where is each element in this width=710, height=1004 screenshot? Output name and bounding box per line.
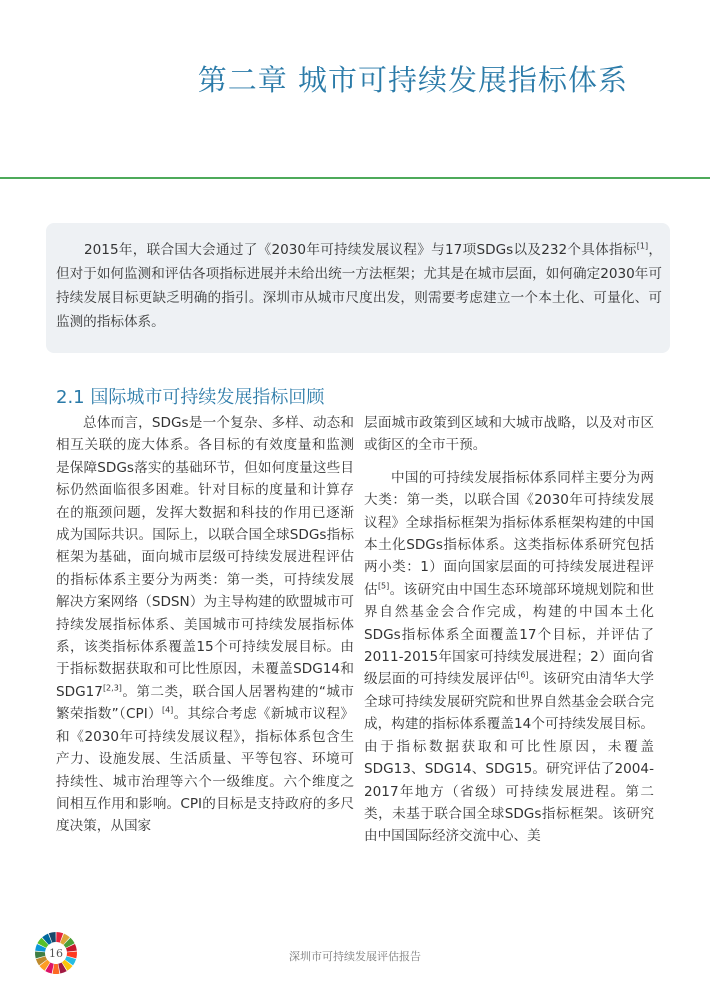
summary-text-a: 2015年，联合国大会通过了《2030年可持续发展议程》与17项SDGs以及232个具体指标 — [84, 242, 637, 258]
footnote-ref[interactable]: [4] — [161, 705, 174, 715]
left-paragraph — [56, 412, 354, 838]
left-text-3: 。其综合考虑《新城市议程》和《2030年可持续发展议程》，指标体系包含生产力、设施发展、生活质量、平等包容、环境可持续性、城市治理等六个一级维度。六个维度之间相互作用和影响。CPI的目标是支持政府的多尺度决策，从国家 — [56, 706, 354, 835]
right-column — [364, 412, 654, 848]
footnote-ref[interactable]: [5] — [377, 581, 390, 591]
right-text-a: 中国的可持续发展指标体系同样主要分为两大类：第一类，以联合国《2030年可持续发展议程》全球指标框架为指标体系框架构建的中国本土化SDGs指标体系。这类指标体系研究包括两小类：1）面向国家层面的可持续发展进程评估 — [364, 469, 654, 598]
left-column — [56, 412, 354, 838]
sdg-wheel-segment — [53, 964, 60, 974]
header-divider — [0, 177, 710, 179]
summary-text-b: ，但对于如何监测和评估各项指标进展并未给出统一方法框架；尤其是在城市层面，如何确定2030年可持续发展目标更缺乏明确的指引。深圳市从城市尺度出发，则需要考虑建立一个本土化、可量化、可监测的指标体系。 — [56, 242, 662, 330]
section-heading: 2.1 国际城市可持续发展指标回顾 — [56, 387, 325, 408]
chapter-title: 第二章 城市可持续发展指标体系 — [197, 63, 628, 97]
footnote-ref[interactable]: [1] — [636, 241, 649, 251]
left-text-1: 总体而言，SDGs是一个复杂、多样、动态和相互关联的庞大体系。各目标的有效度量和监测是保障SDGs落实的基础环节，但如何度量这些目标仍然面临很多困难。针对目标的度量和计算存在的瓶颈问题，发挥大数据和科技的作用已逐渐成为国际共识。国际上，以联合国全球SDGs指标框架为基础，面向城市层级可持续发展进程评估的指标体系主要分为两类：第一类，可持续发展解决方案网络（SDSN）为主导构建的欧盟城市可持续发展指标体系、美国城市可持续发展指标体系，该类指标体系覆盖15个可持续发展目标。由于指标数据获取和可比性原因，未覆盖SDG14和SDG17 — [56, 415, 354, 700]
page-number: 16 — [49, 947, 63, 960]
footnote-ref[interactable]: [2,3] — [102, 683, 122, 693]
right-text-c: 。该研究由清华大学全球可持续发展研究院和世界自然基金会联合完成，构建的指标体系覆盖14个可持续发展目标。由于指标数据获取和可比性原因，未覆盖SDG13、SDG14、SDG15。研究评估了2004-2017年地方（省级）可持续发展进程。第二类，未基于联合国全球SDGs指标框架。该研究由中国国际经济交流中心、美 — [364, 671, 655, 845]
right-text-b: 。该研究由中国生态环境部环境规划院和世界自然基金会合作完成，构建的中国本土化SDGs指标体系全面覆盖17个目标，并评估了2011-2015年国家可持续发展进程；2）面向省级层面的可持续发展评估 — [364, 581, 655, 688]
footnote-ref[interactable]: [6] — [517, 670, 529, 680]
right-paragraph-2 — [364, 467, 654, 848]
footer-report-title: 深圳市可持续发展评估报告 — [289, 950, 421, 963]
summary-paragraph — [56, 238, 662, 334]
right-paragraph-1: 层面城市政策到区域和大城市战略，以及对市区或街区的全市干预。 — [364, 415, 654, 454]
left-text-2: 。第二类，联合国人居署构建的“城市繁荣指数”（CPI） — [56, 683, 354, 723]
